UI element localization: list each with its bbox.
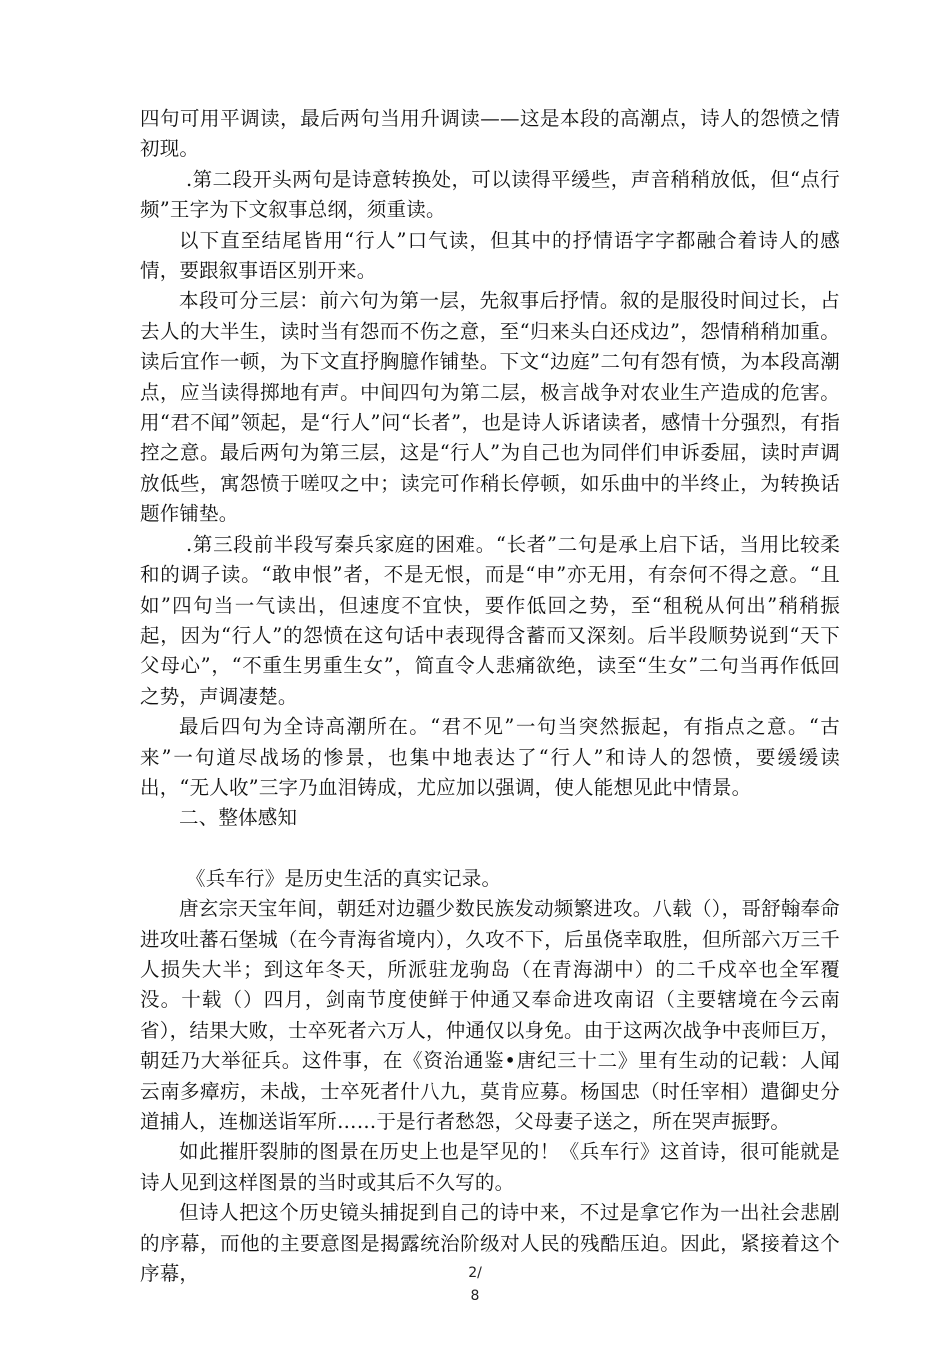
paragraph-4: 本段可分三层：前六句为第一层，先叙事后抒情。叙的是服役时间过长，占去人的大半生，读时当有怨而不伤之意，至“归来头白还戍边”，怨情稍稍加重。读后宜作一顿，为下文直抒胸臆作铺垫。下文“边庭”二句有怨有愤，为本段高潮点，应当读得掷地有声。中间四句为第二层，极言战争对农业生产造成的危害。用“君不闻”领起，是“行人”问“长者”，也是诗人诉诸读者，感情十分强烈，有指控之意。最后两句为第三层，这是“行人”为自己也为同伴们申诉委屈，读时声调放低些，寓怨愤于嗟叹之中；读完可作稍长停顿，如乐曲中的半终止，为转换话题作铺垫。 bbox=[140, 289, 840, 526]
section-spacer bbox=[140, 834, 840, 864]
paragraph-2: .第二段开头两句是诗意转换处，可以读得平缓些，声音稍稍放低，但“点行频”王字为下文叙事总纲，须重读。 bbox=[140, 167, 840, 222]
paragraph-7: 《兵车行》是历史生活的真实记录。 bbox=[186, 866, 502, 890]
paragraph-10: 但诗人把这个历史镜头捕捉到自己的诗中来，不过是拿它作为一出社会悲剧的序幕，而他的主要意图是揭露统治阶级对人民的残酷压迫。因此，紧接着这个序幕， bbox=[140, 1201, 840, 1286]
paragraph-6: 最后四句为全诗高潮所在。“君不见”一句当突然振起，有指点之意。“古来”一句道尽战场的惨景，也集中地表达了“行人”和诗人的怨愤，要缓缓读出，“无人收”三字乃血泪铸成，尤应加以强调，使人能想见此中情景。 bbox=[140, 715, 840, 799]
paragraph-8: 唐玄宗天宝年间，朝廷对边疆少数民族发动频繁进攻。八载（），哥舒翰奉命进攻吐蕃石堡城（在今青海省境内），久攻不下，后虽侥幸取胜，但所部六万三千人损失大半；到这年冬天，所派驻龙驹岛（在青海湖中）的二千戍卒也全军覆没。十载（）四月，剑南节度使鲜于仲通又奉命进攻南诏（主要辖境在今云南省），结果大败，士卒死者六万人，仲通仅以身免。由于这两次战争中丧师巨万，朝廷乃大举征兵。这件事，在《资治通鉴•唐纪三十二》里有生动的记载：人闻云南多瘴疠，未战，士卒死者什八九，莫肯应募。杨国忠（时任宰相）遣御史分道捕人，连枷送诣军所……于是行者愁怨，父母妻子送之，所在哭声振野。 bbox=[140, 897, 840, 1133]
paragraph-1: 四句可用平调读，最后两句当用升调读——这是本段的高潮点，诗人的怨愤之情初现。 bbox=[140, 107, 840, 161]
paragraph-9: 如此摧肝裂肺的图景在历史上也是罕见的！《兵车行》这首诗，很可能就是诗人见到这样图景的当时或其后不久写的。 bbox=[140, 1140, 840, 1194]
page-number-top: 2/ bbox=[468, 1265, 482, 1281]
paragraph-5: .第三段前半段写秦兵家庭的困难。“长者”二句是承上启下话，当用比较柔和的调子读。“敢申恨”者，不是无恨，而是“申”亦无用，有奈何不得之意。“且如”四句当一气读出，但速度不宜快，要作低回之势，至“租税从何出”稍稍振起，因为“行人”的怨愤在这句话中表现得含蓄而又深刻。后半段顺势说到“天下父母心”，“不重生男重生女”，简直令人悲痛欲绝，读至“生女”二句当再作低回之势，声调凄楚。 bbox=[140, 532, 840, 708]
document-body bbox=[140, 104, 840, 1289]
page-number-bottom: 8 bbox=[470, 1288, 480, 1304]
section-heading: 二、整体感知 bbox=[179, 806, 298, 830]
paragraph-3: 以下直至结尾皆用“行人”口气读，但其中的抒情语字字都融合着诗人的感情，要跟叙事语区别开来。 bbox=[140, 228, 840, 283]
page-number bbox=[460, 1262, 490, 1308]
